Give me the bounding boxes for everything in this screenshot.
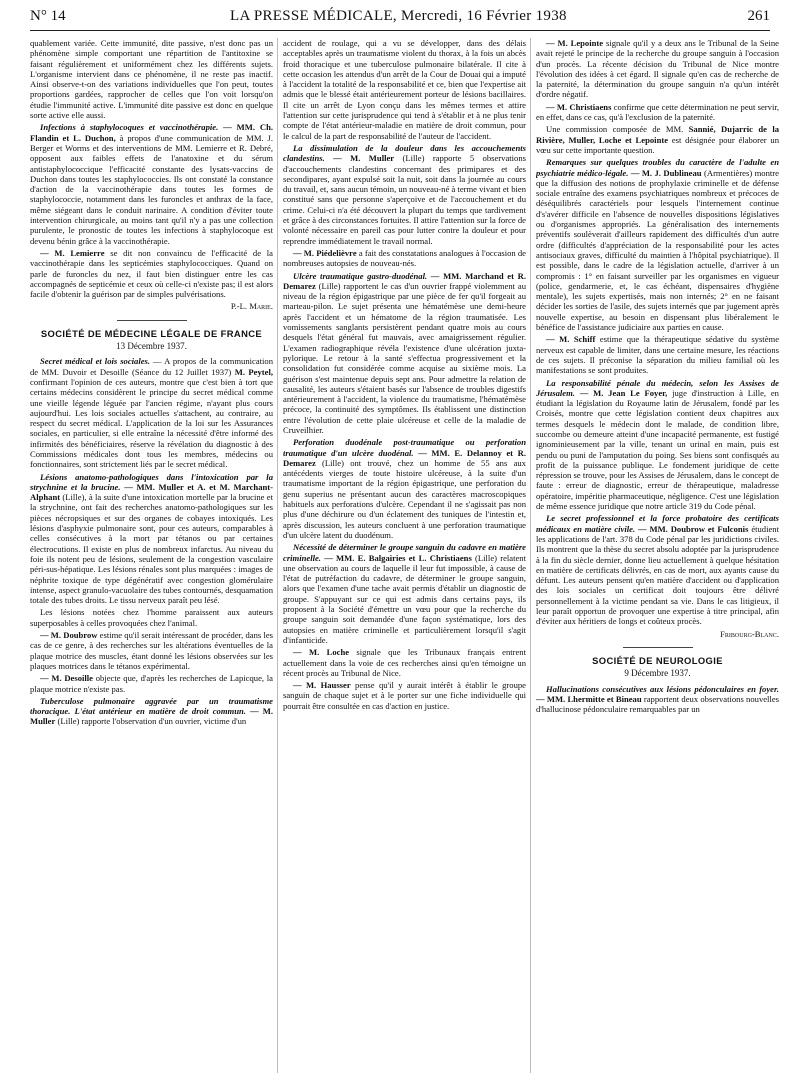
signature: P.-L. Marie. <box>230 301 273 312</box>
article-authors: — MM. Doubrow et Fulconis <box>637 523 749 534</box>
column-1 <box>30 38 273 1078</box>
article-title: Secret médical et lois sociales. <box>40 356 151 367</box>
paragraph: Les lésions notées chez l'homme paraissent aux auteurs superposables à celles provoquées chez l'animal. <box>30 607 273 628</box>
article-authors: — M. Hausser <box>293 680 351 691</box>
article <box>283 271 526 436</box>
article-authors: — M. Muller <box>333 153 395 164</box>
session-date: 13 Décembre 1937. <box>116 341 187 352</box>
article-authors: — M. Loche <box>293 647 350 658</box>
article <box>536 513 779 626</box>
signature: Fribourg-Blanc. <box>720 628 779 639</box>
journal-name: LA PRESSE MÉDICALE, <box>230 8 397 24</box>
header-rule <box>30 30 770 31</box>
column-divider <box>530 38 531 1073</box>
session-date: 9 Décembre 1937. <box>624 668 691 679</box>
article-title: Lésions anatomo-pathologiques dans l'intoxication par la strychnine et la brucine. <box>30 471 273 492</box>
article <box>30 673 273 694</box>
section-divider <box>117 320 187 321</box>
article-title: Perforation duodénale post-traumatique ou perforation traumatique d'un ulcère duodénal. <box>283 437 526 458</box>
article <box>30 122 273 246</box>
article-text: signale qu'il y a deux ans le Tribunal de la Seine avait rejeté le principe de la recherche du groupe sanguin à l'occasion d'un procès. La récente décision du Tribunal de Nice montre l'évolution des idées à cet égard. Il signale qu'en cas de recherche de la paternité, la détermination du groupe sanguin n'a qu'un intérêt d'ordre négatif. <box>536 38 779 100</box>
article <box>30 356 273 469</box>
article-text: (Lille) relatent une observation au cours de laquelle il leur fut impossible, à cause de l'état de putréfaction du cadavre, de déterminer le groupe sanguin, alors que l'examen d'une tache avait permis d'établir un diagnostic de groupe. S'appuyant sur ce qui est admis dans certains pays, ils proposent à la Société d'émettre un vœu pour que la recherche du groupe sanguin soit demandée d'une façon systématique, lors des autopsies en matière criminelle et particulièrement lorsqu'il s'agit d'infanticide. <box>283 552 526 645</box>
article <box>283 143 526 246</box>
page-header <box>30 6 770 30</box>
article-authors: — MM. Lhermitte et Bineau <box>536 693 642 704</box>
issue-number: N° 14 <box>30 8 66 24</box>
paragraph: accident de roulage, qui a vu se développer, dans des délais acceptables après un traumatisme violent du thorax, à la fois un abcès froid thoracique et une tuberculose pulmonaire bilatérale. Il cite à cette occasion les attendus d'un arrêt de la Cour de Douai qui a imputé à l'accident la totalité de la responsabilité et ce, bien que l'expertise ait admis que le blessé était antérieurement porteur de lésions bacillaires. Il cite un arrêt de Lyon conçu dans les mêmes termes et attire l'attention sur cette jurisprudence qui tend à s'établir et à ne plus tenir compte de l'état antérieur-maladie en matière de droit commun, pour le calcul de la part de responsabilité de l'auteur de l'accident. <box>283 38 526 141</box>
article-text: a fait des constatations analogues à l'occasion de nombreuses autopsies de nouveau-nés. <box>283 247 526 269</box>
article-authors: — M. Lemierre <box>40 247 105 258</box>
section-divider <box>623 647 693 648</box>
article-text: se dit non convaincu de l'efficacité de la vaccinothérapie dans les septicémies staphylococciques. Quand on parle de furoncles du nez, il faut bien distinguer entre les cas accompagnés de septicémie et ceux où celle-ci n'existe pas; il est alors facile d'obtenir la guérison par de simples pulvérisations. <box>30 247 273 300</box>
paragraph: quablement variée. Cette immunité, dite passive, n'est donc pas un phénomène simple comportant une répartition de l'antitoxine se faisant régulièrement et uniformément chez les différents sujets. L'organisme intervient dans ce phénomène, il ne reste pas inactif. Ainsi observe-t-on des variations individuelles que l'on peut, toutes proportions gardées, rapprocher de celles que l'on voit lorsqu'on étudie l'immunité active. L'immunité dite passive est donc en quelque sorte active elle aussi. <box>30 38 273 121</box>
article-authors: — MM. Ch. Flandin et L. Duchon, <box>30 122 273 143</box>
article <box>283 680 526 711</box>
article-authors: — M. Muller <box>30 706 273 727</box>
column-3 <box>536 38 779 1078</box>
article-text: — A propos de la communication de MM. Duvoir et Desoille (Séance du 12 Juillet 1937) <box>30 356 273 377</box>
article-authors: — M. J. Dublineau <box>630 167 702 178</box>
article-text: à propos d'une communication de MM. J. Berger et Worms et des interventions de MM. Lemierre et R. Debré, opposent aux faibles effets de l'anatoxine et du sérum antistaphylococcique l'efficacité constante des lysats-vaccins de Duchon dans toutes les staphylococcies. Ils ont constaté la constance d'action de la vaccinothérapie dans toutes les formes de staphylococcie, notamment dans les furoncles et anthrax de la face, même siégeant dans le conduit narinaire. A condition d'éviter toute intervention chirurgicale, au moins tant qu'il n'y a pas une collection purulente, le pronostic de toutes les infections à staphylocoque est devenu bénin grâce à la vaccinothérapie. <box>30 132 273 246</box>
society-heading: SOCIÉTÉ DE MÉDECINE LÉGALE DE FRANCE <box>40 327 263 339</box>
article-authors: — M. Christiaens <box>546 101 612 112</box>
article-title: Remarques sur quelques troubles du caractère de l'adulte en psychiatrie médico-légale. <box>536 157 779 178</box>
article-text: est désignée pour élaborer un vœu sur cette importante question. <box>536 134 779 155</box>
article-authors: M. Peytel, <box>234 366 273 377</box>
article-text: (Lille) rapporte l'observation d'un ouvrier, victime d'un <box>57 716 247 727</box>
article-text: (Lille) rapporte 5 observations d'accouchements clandestins concernant des primipares et des secondipares, ayant expulsé soit la nuit, soit dans la journée au cours du travail, et, sans aucun témoin, un nouveau-né à terme vivant et bien constitué sans que personne s'aperçoive et de l'accouchement et du crime. Celui-ci n'a été découvert la plupart du temps que tardivement et grâce à des circonstances fortuites. Il attire l'attention sur la force de volonté nécessaire en pareil cas pour lutter contre la douleur et pour reprendre immédiatement le travail normal. <box>283 153 526 246</box>
page-number: 261 <box>747 8 770 24</box>
article-title: Tuberculose pulmonaire aggravée par un traumatisme thoracique. L'état antérieur en matière de droit commun. <box>30 695 273 717</box>
journal-title <box>230 8 567 25</box>
article-text: (Lille), à la suite d'une intoxication mortelle par la brucine et la strychnine, ont fait des recherches anatomo-pathologiques sur les pièces nécropsiques et sur des organes de cobayes intoxiqués. Les lésions d'asphyxie pulmonaire sont, pour ces auteurs, comparables à celles consécutives à la mort par tétanos ou par certaines électrocutions. Il existe en plus de nombreux infarctus. Au niveau du foie ils notent peu de lésions, seulement de la congestion vasculaire péri-sus-hépatique. Les lésions rénales sont plus marquées : images de néphrite toxique de type dégénératif avec congestion glomérulaire intense, aspect granulo-vacuolaire des tubes contournés, desquamation totale des tubes droits. Le tissu nerveux paraît peu lésé. <box>30 492 273 606</box>
article-text: objecte que, d'après les recherches de Lapicque, la plaque motrice n'existe pas. <box>30 673 273 694</box>
article <box>536 124 779 155</box>
article-text: rapportent deux observations nouvelles d'hallucinose pédonculaire remarquables par un <box>536 693 779 715</box>
article-authors: — MM. Muller et A. et M. Marchant-Alphant <box>30 481 273 503</box>
article-authors: Sannié, Dujarric de la Rivière, Muller, Loche et Lepointe <box>536 124 779 145</box>
article-authors: — MM. Marchand et R. Demarez <box>283 270 526 291</box>
article <box>536 102 779 123</box>
article-text: confirme que cette détermination ne peut servir, en effet, dans ce cas, qu'à l'exclusion de la paternité. <box>536 101 779 123</box>
article <box>536 378 779 512</box>
article-title: La responsabilité pénale du médecin, selon les Assises de Jérusalem. <box>536 377 779 398</box>
article <box>283 647 526 678</box>
article-authors: — M. Jean Le Foyer, <box>579 387 668 398</box>
article-authors: — MM. E. Delannoy et R. Demarez <box>283 447 526 468</box>
article <box>283 248 526 269</box>
article-title: Ulcère traumatique gastro-duodénal. <box>293 270 428 281</box>
article-text: estime qu'il serait intéressant de procéder, dans les cas de ce genre, à des recherches sur les altérations éventuelles de la plaque motrice des muscles, étant donné les lésions observées sur les plaques motrices dans le tétanos expérimental. <box>30 630 273 671</box>
article-authors: — M. Doubrow <box>40 630 98 641</box>
issue-date: Mercredi, 16 Février 1938 <box>401 8 567 24</box>
article-title: Nécessité de déterminer le groupe sanguin du cadavre en matière criminelle. <box>283 542 526 563</box>
column-2 <box>283 38 526 1078</box>
article-text: Une commission composée de MM. <box>546 124 684 135</box>
article-text: estime que la thérapeutique sédative du système nerveux est capable de limiter, dans une certaine mesure, les réactions de ces sujets. Il préconise la séparation du milieu familial où les manifestations se sont produites. <box>536 334 779 376</box>
article <box>536 334 779 375</box>
article-text: (Armentières) montre que la diffusion des notions de prophylaxie criminelle et de défense sociale entraîne des examens psychiatriques nombreux et précoces de déséquilibrés caractériels pour lesquels l'internement continue d's'avérer difficile en l'absence de nouvelles dispositions législatives ou d'organismes appropriés. La généralisation des internements préventifs soulèverait d'ailleurs rapidement des difficultés d'un autre ordre (difficultés d'appréciation de la responsabilité pour les actes antisociaux graves, difficulté du maintien à l'hôpital psychiatrique). Il est possible, dans le cadre de la législation actuelle, d'arriver à un compromis : 1° en faisant surveiller par les organismes en vigueur (police, gendarmerie, et, le cas échéant, dispensaires d'hygiène mentale), les sujets expertisés, mais non internés; 2° en ne faisant décider les sorties de l'asile, des sujets internés que par jugement après nouvelle expertise, au besoin en dispensant plus libéralement le bénéfice de l'assistance judiciaire aux parties en cause. <box>536 167 779 333</box>
article-text: (Lille) rapportent le cas d'un ouvrier frappé violemment au niveau de la région épigastrique par une pièce de fer qu'il forgeait au marteau-pilon. Le sujet présenta une hématémèse une demi-heure après l'accident et un hématome de la région traumatisée. Les vomissements sanglants persistèrent pendant quatre mois au cours desquels l'état général fut mauvais, avec amaigrissement régulier. L'examen radiographique révéla l'existence d'une ulcération juxta-pylorique. Le retour à la santé s'effectua progressivement et la consolidation fut considérée comme acquise au sixième mois. La guérison s'est maintenue depuis sept ans. Pour admettre la relation de causalité, les auteurs s'étaient basés sur l'absence de troubles digestifs antérieurement à l'accident, la violence du traumatisme, l'hématémèse précoce, la continuité des symptômes. Ils établissent une distinction entre l'évolution de cette plaie ulcéreuse et celle de la maladie de Cruveilhier. <box>283 280 526 435</box>
article-text: juge d'instruction à Lille, en étudiant la législation du Royaume latin de Jérusalem, fondé par les Croisés, montre que cette législation contient deux chapitres aux termes desquels le médecin dont le malade, de condition libre, succombe ou demeure atteint d'une incapacité permanente, est fustigé ignominieusement par la ville, tenant un urinal en main, puis est pendu ou puni de l'amputation du poing. Ses biens sont confisqués au profit de la puissance publique. Le fondement juridique de cette répression se trouve, pour les Assises de Jérusalem, dans le concept de faute : erreur de diagnostic, erreur de thérapeutique, maladresse opératoire, impéritie pharmaceutique, négligence. C'est une législation de même essence juridique que notre article 319 du Code pénal. <box>536 387 779 512</box>
article-text: étudient les applications de l'art. 378 du Code pénal par les juridictions civiles. Ils montrent que la thèse du secret absolu adoptée par la jurisprudence à la fin du siècle dernier, donne lieu actuellement à quelque hésitation en matière de certificats délivrés, en cas de mort, aux ayants cause du défunt. Les auteurs pensent qu'en matière d'accident ou d'application des lois sociales un certificat doit toujours être délivré personnellement à la victime pendant sa vie. Dans le cas litigieux, il leur paraît opportun de provoquer une expertise à titre principal, afin d'éviter aux héritiers de longs et coûteux procès. <box>536 523 779 627</box>
society-heading: SOCIÉTÉ DE NEUROLOGIE <box>592 654 723 666</box>
article-authors: — M. Desoille <box>40 673 93 684</box>
article-title: Le secret professionnel et la force probatoire des certificats médicaux en matière civile. <box>536 513 779 534</box>
article <box>536 157 779 332</box>
article-title: Hallucinations consécutives aux lésions pédonculaires en foyer. <box>546 683 779 694</box>
article-title: Infections à staphylocoques et vaccinothérapie. <box>40 122 219 133</box>
article-text: (Lille) ont trouvé, chez un homme de 55 ans aux antécédents vierges de toute histoire ulcéreuse, à la suite d'un traumatisme important de la région épigastrique, une perforation du genu superius ne présentant aucun des caractères macroscopiques habituels aux perforations d'ulcère. Cependant il ne s'agissait pas non plus d'une déchirure ou d'un éclatement des tuniques de l'intestin et, après discussion, les auteurs concluent à une perforation traumatique d'un ulcère latent du duodénum. <box>283 457 526 540</box>
article-text: signale que les Tribunaux français entrent actuellement dans la voie de ces recherches ainsi qu'en témoigne un récent procès au Tribunal de Nice. <box>283 647 526 678</box>
article-authors: — M. Schiff <box>546 334 596 345</box>
article-authors: — MM. E. Balgairies et L. Christiaens <box>324 552 472 563</box>
article <box>30 472 273 606</box>
article-authors: — M. Piédelièvre <box>293 247 357 258</box>
article-authors: — M. Lepointe <box>546 38 604 48</box>
article <box>536 38 779 100</box>
article-text: pense qu'il y aurait intérêt à établir le groupe sanguin de chaque sujet et à le porter sur une fiche individuelle qui pourrait être consultée en cas d'action en justice. <box>283 680 526 711</box>
article <box>30 696 273 727</box>
article <box>30 248 273 299</box>
column-divider <box>277 38 278 1073</box>
article <box>536 684 779 715</box>
article <box>30 630 273 671</box>
article-text: confirmant l'opinion de ces auteurs, montre que c'est bien à tort que certains médecins considèrent le principe du secret médical comme une vieille légende léguée par l'ancien régime, n'ayant plus cours aujourd'hui. Les lois sociales actuelles s'attachent, au contraire, au respect du secret médical. L'application de la loi sur les Assurances sociales, en particulier, si elle entraîne la nécessité d'être informé des infirmités des bénéficiaires, réserve la révélation du diagnostic à des Commissions médicales dont tous les membres, médecins ou fonctionnaires, sont strictement liés par le secret médical. <box>30 376 273 470</box>
article <box>283 437 526 540</box>
article-title: La dissimulation de la douleur dans les accouchements clandestins. <box>283 142 526 164</box>
article <box>283 542 526 645</box>
